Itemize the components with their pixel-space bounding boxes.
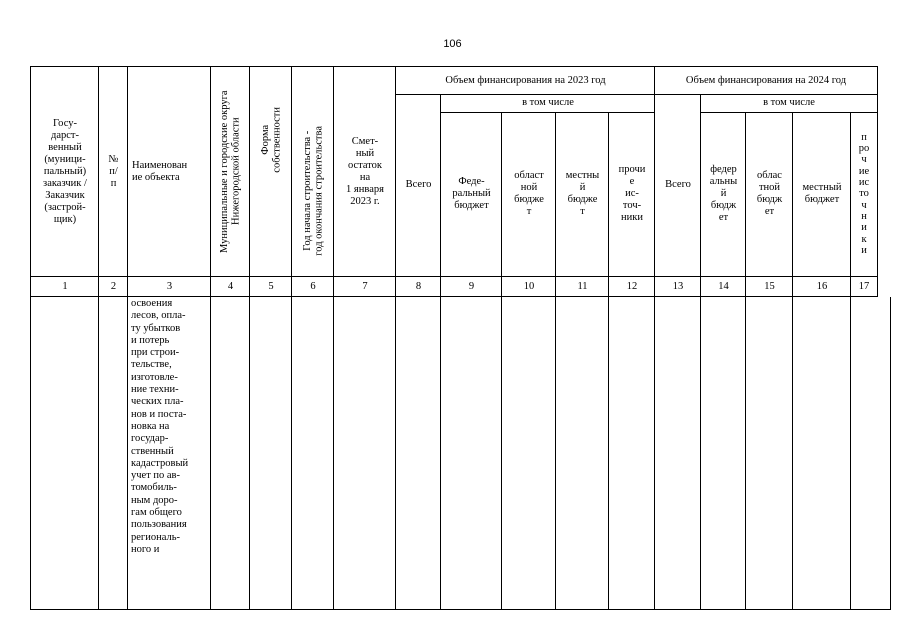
column-number: 4 <box>227 280 234 292</box>
grid-line <box>608 112 609 610</box>
header-municipality: Муниципальные и городские округа Нижегородской области <box>219 90 242 253</box>
grid-line <box>249 66 250 610</box>
header-ownership: Форма собственности <box>259 107 282 173</box>
grid-line <box>396 94 878 95</box>
header-local-2024: местный бюджет <box>802 182 842 205</box>
grid-line <box>30 66 878 67</box>
header-object-name: Наименован ие объекта <box>132 159 188 183</box>
column-number: 13 <box>672 280 684 292</box>
grid-line <box>395 66 396 610</box>
grid-line <box>890 297 891 610</box>
column-number: 10 <box>523 280 535 292</box>
grid-line <box>877 66 878 297</box>
column-number: 14 <box>718 280 729 292</box>
header-customer: Госу- дарст- венный (муници- пальный) заказчик / Заказчик (застрой- щик) <box>43 117 87 225</box>
grid-line <box>210 66 211 610</box>
grid-line <box>745 112 746 610</box>
grid-line <box>30 276 878 277</box>
header-municipality-cell <box>211 67 250 276</box>
header-regional-2023: област ной бюдже т <box>514 170 544 217</box>
header-financing-2023: Объем финансирования на 2023 год <box>445 74 606 86</box>
grid-line <box>701 112 878 113</box>
column-number: 5 <box>268 280 274 292</box>
grid-line <box>440 94 441 610</box>
grid-line <box>333 66 334 610</box>
grid-line <box>30 66 31 610</box>
grid-line <box>30 296 878 297</box>
header-ownership-cell <box>250 67 292 276</box>
grid-line <box>792 112 793 610</box>
column-number: 6 <box>310 280 316 292</box>
column-number: 15 <box>764 280 775 292</box>
column-number: 2 <box>110 280 117 292</box>
header-incl-2023: в том числе <box>522 97 574 108</box>
header-financing-2024: Объем финансирования на 2024 год <box>685 74 847 86</box>
column-number: 9 <box>468 280 475 292</box>
header-construction-years-cell <box>292 67 334 276</box>
header-total-2024: Всего <box>665 179 691 190</box>
header-estimated-balance: Смет- ный остаток на 1 января 2023 г. <box>346 135 384 207</box>
object-name-text: освоения лесов, опла- ту убытков и потерь при строи- тельстве, изготовле- ние техни- ческих пла- нов и поста- новка на государ- ственный кадастровый учет по ав- томобиль- ным доро- гам общего пользования региональ- ного и <box>131 298 189 555</box>
header-local-2023: местны й бюдже т <box>565 170 600 217</box>
column-number: 17 <box>858 280 870 292</box>
page-number: 106 <box>443 38 462 50</box>
grid-line <box>501 112 502 610</box>
header-federal-2023: Феде- ральный бюджет <box>452 176 491 211</box>
header-other-2024: п ро ч ие ис то ч н и к и <box>858 131 870 256</box>
grid-line <box>654 66 655 610</box>
header-row-number: № п/ п <box>108 153 119 189</box>
column-number: 16 <box>816 280 828 292</box>
header-regional-2024: облас тной бюдж ет <box>756 170 783 217</box>
grid-line <box>555 112 556 610</box>
grid-line <box>98 66 99 610</box>
column-number: 11 <box>577 280 588 292</box>
column-number: 12 <box>626 280 638 292</box>
column-number: 7 <box>362 280 368 292</box>
grid-line <box>441 112 655 113</box>
header-construction-years: Год начала строительства - год окончания строительства <box>301 126 324 256</box>
column-number: 8 <box>415 280 422 292</box>
header-incl-2024: в том числе <box>763 97 815 108</box>
header-federal-2024: федер альны й бюдж ет <box>709 164 738 223</box>
column-number: 1 <box>62 280 68 292</box>
grid-line <box>291 66 292 610</box>
grid-line <box>700 94 701 610</box>
grid-line <box>850 112 851 610</box>
header-other-2023: прочи е ис- точ- ники <box>618 164 646 223</box>
header-total-2023: Всего <box>405 179 432 190</box>
grid-line <box>127 66 128 610</box>
grid-line <box>30 609 891 610</box>
column-number: 3 <box>166 280 173 292</box>
